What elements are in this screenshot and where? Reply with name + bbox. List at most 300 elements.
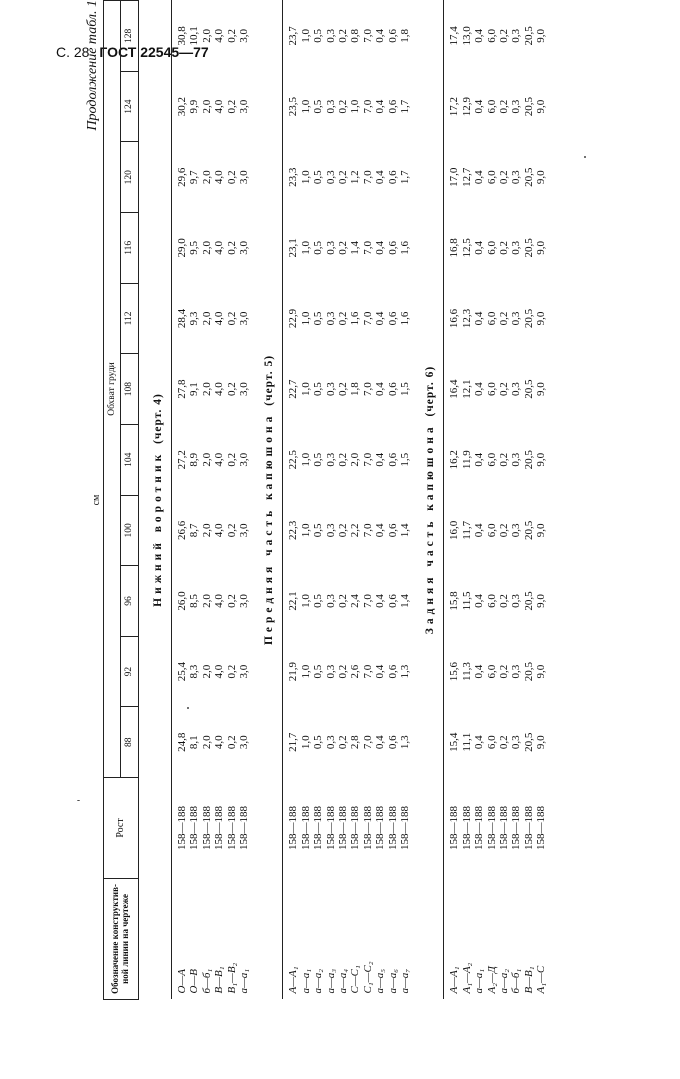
value-cell: 7,0 xyxy=(361,99,374,114)
value-cell: 0,4 xyxy=(374,170,387,185)
value-cell: 2,0 xyxy=(349,452,362,467)
height-range-cell: 158—188 xyxy=(522,805,535,850)
value-cell: 15,4 xyxy=(448,732,461,752)
line-designation-cell: а—а₁ xyxy=(299,968,312,994)
value-cell: 0,4 xyxy=(374,29,387,43)
value-cell: 20,5 xyxy=(522,96,535,117)
value-cell: 0,4 xyxy=(473,170,486,185)
value-cell: 0,6 xyxy=(386,170,399,185)
table-row xyxy=(172,1,188,1000)
value-cell: 0,5 xyxy=(312,29,325,43)
value-cell: 0,5 xyxy=(312,594,325,608)
section-name: Передняя часть капюшона xyxy=(263,412,276,646)
value-cell: 0,2 xyxy=(225,311,238,326)
height-range-cell: 158—188 xyxy=(374,805,387,850)
line-designation-cell: O—B xyxy=(188,969,201,994)
value-cell: 29,0 xyxy=(175,238,188,258)
value-cell: 0,3 xyxy=(324,452,337,467)
value-cell: 7,0 xyxy=(361,29,374,43)
value-cell: 2,0 xyxy=(200,523,213,538)
value-cell: 3,0 xyxy=(237,664,250,679)
value-cell: 0,4 xyxy=(374,594,387,608)
value-cell: 0,4 xyxy=(473,240,486,255)
height-range-cell: 158—188 xyxy=(299,805,312,850)
value-cell: 0,2 xyxy=(225,594,238,608)
height-range-cell: 158—188 xyxy=(188,805,201,850)
height-range-cell: 158—188 xyxy=(460,805,473,850)
line-designation-cell: а—а₁ xyxy=(237,968,250,994)
value-cell: 9,0 xyxy=(535,664,548,679)
value-cell: 22,9 xyxy=(287,308,300,329)
height-range-cell: 158—188 xyxy=(225,805,238,850)
height-range-cell: 158—188 xyxy=(510,805,523,850)
value-cell: 11,9 xyxy=(460,450,473,470)
value-cell: 12,5 xyxy=(460,238,473,258)
value-cell: 9,0 xyxy=(535,311,548,326)
value-cell: 3,0 xyxy=(237,735,250,750)
value-cell: 3,0 xyxy=(237,99,250,114)
table-row xyxy=(535,1,547,1000)
value-cell: 1,2 xyxy=(349,170,362,185)
value-cell: 2,4 xyxy=(349,594,362,608)
value-cell: 0,5 xyxy=(312,382,325,396)
size-header-cell: 116 xyxy=(121,213,138,284)
value-cell: 30,8 xyxy=(175,26,188,46)
value-cell: 0,3 xyxy=(324,735,337,750)
value-cell: 12,9 xyxy=(460,96,473,117)
value-cell: 16,4 xyxy=(448,379,461,399)
value-cell: 9,0 xyxy=(535,99,548,114)
value-cell: 0,2 xyxy=(225,523,238,538)
value-cell: 2,0 xyxy=(200,594,213,608)
value-cell: 1,0 xyxy=(299,735,312,750)
value-cell: 3,0 xyxy=(237,29,250,43)
value-cell: 0,5 xyxy=(312,664,325,679)
value-cell: 0,2 xyxy=(225,664,238,679)
value-cell: 6,0 xyxy=(485,523,498,538)
table-row xyxy=(238,1,250,1000)
table-body xyxy=(138,1,547,1000)
height-range-cell: 158—188 xyxy=(336,805,349,850)
height-range-cell: 158—188 xyxy=(237,805,250,850)
value-cell: 25,4 xyxy=(175,661,188,682)
value-cell: 20,5 xyxy=(522,379,535,399)
value-cell: 1,8 xyxy=(349,382,362,396)
value-cell: 0,2 xyxy=(498,170,510,185)
value-cell: 3,0 xyxy=(237,170,250,185)
value-cell: 0,4 xyxy=(473,452,486,467)
value-cell: 16,6 xyxy=(448,308,461,329)
value-cell: 20,5 xyxy=(522,308,535,329)
value-cell: 30,2 xyxy=(175,96,188,117)
value-cell: 20,5 xyxy=(522,591,535,611)
line-designation-cell: б—б₁ xyxy=(510,968,523,994)
value-cell: 9,0 xyxy=(535,240,548,255)
value-cell: 0,6 xyxy=(386,311,399,326)
size-header-cell: 100 xyxy=(121,495,138,566)
value-cell: 7,0 xyxy=(361,382,374,396)
line-designation-cell: а—а₅ xyxy=(374,968,387,994)
table-row xyxy=(300,1,312,1000)
value-cell: 0,5 xyxy=(312,452,325,467)
size-header-cell: 104 xyxy=(121,424,138,495)
value-cell: 16,0 xyxy=(448,520,461,540)
header-row-top xyxy=(104,1,121,1000)
value-cell: 9,0 xyxy=(535,735,548,750)
value-cell: 1,4 xyxy=(349,240,362,255)
value-cell: 7,0 xyxy=(361,523,374,538)
table-row xyxy=(444,1,460,1000)
value-cell: 0,6 xyxy=(386,664,399,679)
table-row xyxy=(213,1,225,1000)
value-cell: 11,5 xyxy=(460,591,473,611)
value-cell: 1,6 xyxy=(349,311,362,326)
value-cell: 17,2 xyxy=(448,96,461,117)
value-cell: 0,3 xyxy=(324,29,337,43)
value-cell: 0,6 xyxy=(386,594,399,608)
value-cell: 2,0 xyxy=(200,170,213,185)
value-cell: 11,1 xyxy=(460,732,473,752)
line-designation-cell: А₁—А₂ xyxy=(460,962,473,994)
value-cell: 4,0 xyxy=(213,382,226,396)
table-row xyxy=(201,1,213,1000)
value-cell: 0,4 xyxy=(473,523,486,538)
value-cell: 12,1 xyxy=(460,379,473,399)
line-designation-cell: а—а₄ xyxy=(336,968,349,994)
line-designation-cell: а—а₂ xyxy=(498,968,510,994)
value-cell: 17,0 xyxy=(448,167,461,187)
table-continuation-caption: Продолжение табл. 1 xyxy=(85,0,100,131)
value-cell: 0,3 xyxy=(324,594,337,608)
height-range-cell: 158—188 xyxy=(473,805,486,850)
height-range-cell: 158—188 xyxy=(485,805,498,850)
table-row xyxy=(188,1,200,1000)
value-cell: 2,0 xyxy=(200,735,213,750)
line-designation-cell: а—а₆ xyxy=(386,968,399,994)
value-cell: 0,4 xyxy=(374,382,387,396)
value-cell: 1,7 xyxy=(398,99,411,114)
page-number: С. 28 xyxy=(56,44,90,60)
line-designation-cell: а—а₃ xyxy=(324,968,337,994)
value-cell: 0,2 xyxy=(336,311,349,326)
value-cell: 23,1 xyxy=(287,238,300,258)
value-cell: 0,3 xyxy=(324,311,337,326)
standard-number: ГОСТ 22545—77 xyxy=(99,44,209,60)
value-cell: 0,3 xyxy=(510,735,523,750)
value-cell: 0,6 xyxy=(386,452,399,467)
section-figure-ref: (черт. 6) xyxy=(424,365,437,417)
unit-label: см xyxy=(91,494,102,506)
value-cell: 7,0 xyxy=(361,311,374,326)
value-cell: 0,3 xyxy=(324,240,337,255)
value-cell: 1,0 xyxy=(299,170,312,185)
table-row xyxy=(312,1,324,1000)
value-cell: 3,0 xyxy=(237,382,250,396)
section-figure-ref: (черт. 5) xyxy=(263,354,276,406)
value-cell: 4,0 xyxy=(213,594,226,608)
value-cell: 0,2 xyxy=(336,664,349,679)
line-designation-cell: В—В₁ xyxy=(213,966,226,994)
value-cell: 0,4 xyxy=(473,29,486,43)
value-cell: 4,0 xyxy=(213,452,226,467)
value-cell: 23,7 xyxy=(287,26,300,46)
value-cell: 20,5 xyxy=(522,732,535,752)
value-cell: 0,3 xyxy=(510,452,523,467)
value-cell: 6,0 xyxy=(485,594,498,608)
value-cell: 0,5 xyxy=(312,523,325,538)
height-range-cell: 158—188 xyxy=(213,805,226,850)
value-cell: 3,0 xyxy=(237,240,250,255)
value-cell: 0,5 xyxy=(312,311,325,326)
scan-speck xyxy=(187,707,189,709)
value-cell: 29,6 xyxy=(175,167,188,187)
value-cell: 0,2 xyxy=(336,99,349,114)
section-title xyxy=(411,1,444,1000)
line-designation-cell: б—б₁ xyxy=(200,968,213,994)
value-cell: 2,0 xyxy=(200,382,213,396)
value-cell: 26,0 xyxy=(175,591,188,611)
value-cell: 0,6 xyxy=(386,382,399,396)
value-cell: 0,4 xyxy=(473,311,486,326)
size-header-cell: 96 xyxy=(121,566,138,637)
value-cell: 4,0 xyxy=(213,735,226,750)
value-cell: 0,5 xyxy=(312,99,325,114)
table-row xyxy=(461,1,473,1000)
value-cell: 0,4 xyxy=(374,240,387,255)
value-cell: 9,7 xyxy=(188,170,201,185)
value-cell: 0,6 xyxy=(386,29,399,43)
value-cell: 9,0 xyxy=(535,29,548,43)
value-cell: 21,7 xyxy=(287,732,300,752)
value-cell: 21,9 xyxy=(287,661,300,682)
table-row xyxy=(325,1,337,1000)
value-cell: 0,2 xyxy=(498,311,510,326)
value-cell: 0,2 xyxy=(225,382,238,396)
height-range-cell: 158—188 xyxy=(287,805,300,850)
value-cell: 0,3 xyxy=(324,382,337,396)
value-cell: 0,2 xyxy=(225,99,238,114)
value-cell: 1,3 xyxy=(398,735,411,750)
size-header-cell: 88 xyxy=(121,707,138,778)
height-range-cell: 158—188 xyxy=(324,805,337,850)
value-cell: 20,5 xyxy=(522,450,535,470)
table-row xyxy=(283,1,299,1000)
value-cell: 4,0 xyxy=(213,99,226,114)
value-cell: 9,0 xyxy=(535,594,548,608)
value-cell: 1,0 xyxy=(299,452,312,467)
value-cell: 7,0 xyxy=(361,452,374,467)
line-designation-cell: А₂—Д xyxy=(485,966,498,994)
value-cell: 8,7 xyxy=(188,523,201,538)
value-cell: 0,3 xyxy=(510,240,523,255)
value-cell: 0,5 xyxy=(312,735,325,750)
value-cell: 1,0 xyxy=(299,594,312,608)
value-cell: 17,4 xyxy=(448,26,461,46)
table-row xyxy=(374,1,386,1000)
value-cell: 1,0 xyxy=(299,523,312,538)
value-cell: 4,0 xyxy=(213,664,226,679)
value-cell: 0,2 xyxy=(336,29,349,43)
value-cell: 7,0 xyxy=(361,594,374,608)
table-row xyxy=(473,1,485,1000)
value-cell: 22,7 xyxy=(287,379,300,399)
value-cell: 6,0 xyxy=(485,382,498,396)
value-cell: 2,0 xyxy=(200,452,213,467)
height-range-cell: 158—188 xyxy=(398,805,411,850)
value-cell: 6,0 xyxy=(485,452,498,467)
value-cell: 13,0 xyxy=(460,26,473,46)
value-cell: 0,6 xyxy=(386,240,399,255)
value-cell: 2,6 xyxy=(349,664,362,679)
value-cell: 2,0 xyxy=(200,311,213,326)
measurements-table xyxy=(103,0,548,1000)
value-cell: 1,8 xyxy=(398,29,411,43)
value-cell: 20,5 xyxy=(522,167,535,187)
height-header: Рост xyxy=(104,778,139,879)
value-cell: 0,2 xyxy=(498,240,510,255)
section-title xyxy=(138,1,171,1000)
value-cell: 2,0 xyxy=(200,29,213,43)
value-cell: 0,2 xyxy=(498,594,510,608)
value-cell: 8,1 xyxy=(188,735,201,750)
value-cell: 0,3 xyxy=(510,29,523,43)
value-cell: 20,5 xyxy=(522,26,535,46)
value-cell: 0,3 xyxy=(510,311,523,326)
value-cell: 0,3 xyxy=(324,99,337,114)
size-header-cell: 124 xyxy=(121,71,138,142)
value-cell: 0,2 xyxy=(498,664,510,679)
value-cell: 16,8 xyxy=(448,238,461,258)
table-row xyxy=(486,1,498,1000)
value-cell: 3,0 xyxy=(237,594,250,608)
scan-speck xyxy=(77,800,80,801)
section-figure-ref: (черт. 4) xyxy=(151,393,164,444)
value-cell: 0,2 xyxy=(498,735,510,750)
value-cell: 0,2 xyxy=(498,452,510,467)
value-cell: 0,4 xyxy=(473,664,486,679)
value-cell: 4,0 xyxy=(213,29,226,43)
value-cell: 2,0 xyxy=(200,240,213,255)
line-designation-cell: O—A xyxy=(175,969,188,994)
value-cell: 0,2 xyxy=(498,523,510,538)
value-cell: 0,2 xyxy=(336,382,349,396)
value-cell: 0,2 xyxy=(225,452,238,467)
value-cell: 0,8 xyxy=(349,29,362,43)
value-cell: 22,3 xyxy=(287,520,300,540)
value-cell: 0,3 xyxy=(510,523,523,538)
value-cell: 20,5 xyxy=(522,661,535,682)
table-row xyxy=(226,1,238,1000)
value-cell: 1,4 xyxy=(398,523,411,538)
chest-group-header: Обхват груди xyxy=(104,1,121,778)
value-cell: 0,3 xyxy=(510,170,523,185)
value-cell: 8,5 xyxy=(188,594,201,608)
value-cell: 1,5 xyxy=(398,382,411,396)
value-cell: 1,0 xyxy=(299,311,312,326)
value-cell: 8,3 xyxy=(188,664,201,679)
value-cell: 12,7 xyxy=(460,167,473,187)
value-cell: 3,0 xyxy=(237,452,250,467)
height-range-cell: 158—188 xyxy=(498,805,510,850)
value-cell: 9,3 xyxy=(188,311,201,326)
value-cell: 9,0 xyxy=(535,523,548,538)
value-cell: 0,4 xyxy=(374,452,387,467)
value-cell: 4,0 xyxy=(213,240,226,255)
table-row xyxy=(362,1,374,1000)
value-cell: 0,3 xyxy=(510,382,523,396)
height-range-cell: 158—188 xyxy=(361,805,374,850)
value-cell: 1,0 xyxy=(349,99,362,114)
value-cell: 9,0 xyxy=(535,452,548,467)
line-designation-cell: а—а₂ xyxy=(312,968,325,994)
value-cell: 1,0 xyxy=(299,240,312,255)
value-cell: 7,0 xyxy=(361,240,374,255)
height-range-cell: 158—188 xyxy=(448,805,461,850)
value-cell: 0,2 xyxy=(336,170,349,185)
value-cell: 0,5 xyxy=(312,240,325,255)
size-header-cell: 120 xyxy=(121,142,138,213)
line-designation-cell: а—а₁ xyxy=(473,968,486,994)
size-header-cell: 92 xyxy=(121,636,138,707)
height-range-cell: 158—188 xyxy=(349,805,362,850)
value-cell: 1,0 xyxy=(299,29,312,43)
value-cell: 6,0 xyxy=(485,735,498,750)
value-cell: 4,0 xyxy=(213,523,226,538)
value-cell: 7,0 xyxy=(361,664,374,679)
value-cell: 4,0 xyxy=(213,311,226,326)
line-designation-cell: В₁—В₂ xyxy=(225,962,238,994)
value-cell: 0,4 xyxy=(374,311,387,326)
value-cell: 0,2 xyxy=(498,99,510,114)
value-cell: 1,6 xyxy=(398,240,411,255)
value-cell: 0,2 xyxy=(225,170,238,185)
value-cell: 1,3 xyxy=(398,664,411,679)
value-cell: 0,3 xyxy=(510,99,523,114)
line-designation-cell: А—А₁ xyxy=(448,966,461,994)
section-name: Задняя часть капюшона xyxy=(424,423,437,635)
value-cell: 0,6 xyxy=(386,735,399,750)
value-cell: 23,5 xyxy=(287,96,300,117)
table-row xyxy=(510,1,522,1000)
value-cell: 11,3 xyxy=(460,662,473,682)
table-row xyxy=(337,1,349,1000)
value-cell: 1,7 xyxy=(398,170,411,185)
value-cell: 1,4 xyxy=(398,594,411,608)
value-cell: 0,2 xyxy=(225,240,238,255)
height-range-cell: 158—188 xyxy=(200,805,213,850)
value-cell: 26,6 xyxy=(175,520,188,540)
value-cell: 0,2 xyxy=(336,452,349,467)
value-cell: 20,5 xyxy=(522,238,535,258)
value-cell: 3,0 xyxy=(237,523,250,538)
value-cell: 28,4 xyxy=(175,308,188,329)
value-cell: 0,4 xyxy=(374,523,387,538)
height-range-cell: 158—188 xyxy=(386,805,399,850)
value-cell: 9,0 xyxy=(535,170,548,185)
value-cell: 9,0 xyxy=(535,382,548,396)
value-cell: 15,6 xyxy=(448,661,461,682)
value-cell: 0,6 xyxy=(386,523,399,538)
line-designation-cell: C₁—C₂ xyxy=(361,961,374,994)
size-header-cell: 112 xyxy=(121,283,138,354)
table-row xyxy=(498,1,510,1000)
value-cell: 0,2 xyxy=(225,735,238,750)
value-cell: 27,2 xyxy=(175,450,188,470)
section-title xyxy=(250,1,283,1000)
value-cell: 1,5 xyxy=(398,452,411,467)
value-cell: 2,0 xyxy=(200,664,213,679)
value-cell: 3,0 xyxy=(237,311,250,326)
